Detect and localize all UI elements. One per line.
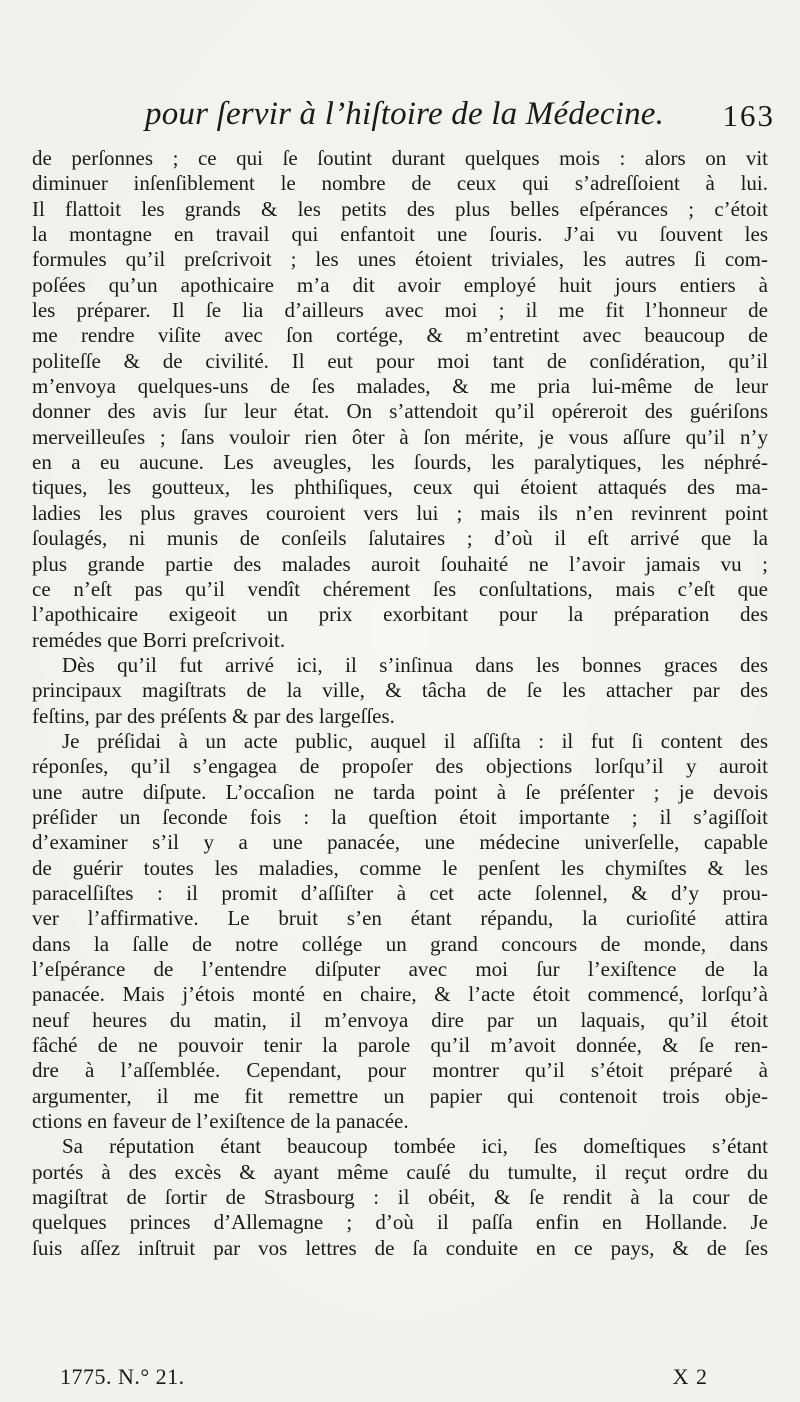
text-line: magiſtrat de ſortir de Strasbourg : il obéit, & ſe rendit à la cour de	[32, 1185, 768, 1210]
text-line: merveilleuſes ; ſans vouloir rien ôter à ſon mérite, je vous aſſure qu’il n’y	[32, 424, 768, 449]
text-line: d’examiner s’il y a une panacée, une médecine univerſelle, capable	[32, 830, 768, 855]
running-title: pour ſervir à l’hiſtoire de la Médecine.	[145, 96, 665, 132]
text-line: tiques, les goutteux, les phthiſiques, ceux qui étoient attaqués des ma-	[32, 475, 768, 500]
text-line: argumenter, il me fit remettre un papier qui contenoit trois obje-	[32, 1083, 768, 1108]
text-line: dre à l’aſſemblée. Cependant, pour montrer qu’il s’étoit préparé à	[32, 1058, 768, 1083]
text-line: panacée. Mais j’étois monté en chaire, & l’acte étoit commencé, lorſqu’à	[32, 982, 768, 1007]
text-line: réponſes, qu’il s’engagea de propoſer des objections lorſqu’il y auroit	[32, 754, 768, 779]
paragraph-end-line: remédes que Borri preſcrivoit.	[32, 627, 286, 652]
text-line: ſoulagés, ni munis de conſeils ſalutaires ; d’où il eſt arrivé que la	[32, 526, 768, 551]
paragraph-start-line: Je préſidai à un acte public, auquel il aſſiſta : il fut ſi content des	[62, 728, 768, 753]
page-number: 163	[722, 98, 775, 133]
paragraph-start-line: Dès qu’il fut arrivé ici, il s’inſinua dans les bonnes graces des	[62, 652, 768, 677]
text-line: neuf heures du matin, il m’envoya dire par un laquais, qu’il étoit	[32, 1007, 768, 1032]
body-text	[32, 146, 768, 1261]
paragraph-end-line: ctions en faveur de l’exiſtence de la panacée.	[32, 1109, 409, 1134]
text-line: quelques princes d’Allemagne ; d’où il paſſa enfin en Hollande. Je	[32, 1210, 768, 1235]
text-line: fâché de ne pouvoir tenir la parole qu’il m’avoit donnée, & ſe ren-	[32, 1033, 768, 1058]
text-line: de perſonnes ; ce qui ſe ſoutint durant quelques mois : alors on vit	[32, 146, 768, 170]
text-line: diminuer inſenſiblement le nombre de ceux qui s’adreſſoient à lui.	[32, 171, 768, 196]
text-line: poſées qu’un apothicaire m’a dit avoir employé huit jours entiers à	[32, 272, 768, 297]
text-line: Il flattoit les grands & les petits des plus belles eſpérances ; c’étoit	[32, 196, 768, 221]
paragraph-start-line: Sa réputation étant beaucoup tombée ici, ſes domeſtiques s’étant	[62, 1134, 768, 1159]
text-line: m’envoya quelques-uns de ſes malades, & me pria lui-même de leur	[32, 374, 768, 399]
text-line: ver l’affirmative. Le bruit s’en étant répandu, la curioſité attira	[32, 906, 768, 931]
text-line: ce n’eſt pas qu’il vendît chérement ſes conſultations, mais c’eſt que	[32, 576, 768, 601]
paragraph-end-line: feſtins, par des préſents & par des largeſſes.	[32, 703, 395, 728]
text-line: formules qu’il preſcrivoit ; les unes étoient triviales, les autres ſi com-	[32, 247, 768, 272]
text-line: l’apothicaire exigeoit un prix exorbitant pour la préparation des	[32, 602, 768, 627]
text-line: principaux magiſtrats de la ville, & tâcha de ſe les attacher par des	[32, 678, 768, 703]
text-line: de guérir toutes les maladies, comme le penſent les chymiſtes & les	[32, 855, 768, 880]
gathering-mark: X 2	[672, 1364, 708, 1389]
text-line: en a eu aucune. Les aveugles, les ſourds, les paralytiques, les néphré-	[32, 450, 768, 475]
text-line: politeſſe & de civilité. Il eut pour moi tant de conſidération, qu’il	[32, 348, 768, 373]
text-line: préſider un ſeconde fois : la queſtion étoit importante ; il s’agiſſoit	[32, 804, 768, 829]
text-line: plus grande partie des malades auroit ſouhaité ne l’avoir jamais vu ;	[32, 551, 768, 576]
text-line: ladies les plus graves couroient vers lui ; mais ils n’en revinrent point	[32, 500, 768, 525]
text-line: l’eſpérance de l’entendre diſputer avec moi ſur l’exiſtence de la	[32, 957, 768, 981]
text-line: portés à des excès & ayant même cauſé du tumulte, il reçut ordre du	[32, 1159, 768, 1184]
text-line: la montagne en travail qui enfantoit une ſouris. J’ai vu ſouvent les	[32, 222, 768, 247]
text-line: dans la ſalle de notre collége un grand concours de monde, dans	[32, 931, 768, 956]
text-line: me rendre viſite avec ſon cortége, & m’entretint avec beaucoup de	[32, 323, 768, 348]
text-line: les préparer. Il ſe lia d’ailleurs avec moi ; il me fit l’honneur de	[32, 298, 768, 323]
text-line: une autre diſpute. L’occaſion ne tarda point à ſe préſenter ; je devois	[32, 779, 768, 804]
text-line: donner des avis ſur leur état. On s’attendoit qu’il opéreroit des guériſons	[32, 399, 768, 424]
text-line: ſuis aſſez inſtruit par vos lettres de ſa conduite en ce pays, & de ſes	[32, 1235, 768, 1260]
page-header	[135, 96, 775, 142]
signature-mark: 1775. N.° 21.	[60, 1364, 185, 1389]
page-footer	[48, 1364, 708, 1394]
text-line: paracelſiſtes : il promit d’aſſiſter à cet acte ſolennel, & d’y prou-	[32, 880, 768, 905]
